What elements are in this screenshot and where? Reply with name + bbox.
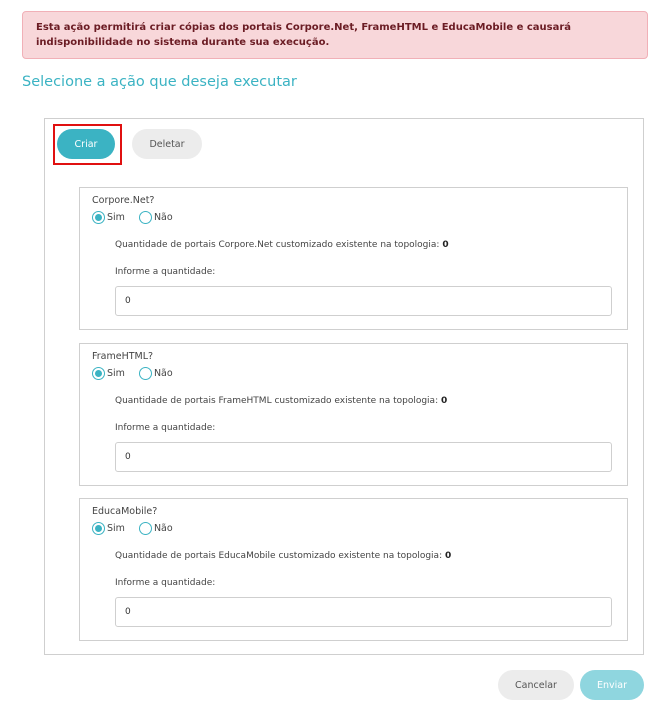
existing-qty-label: Quantidade de portais Corpore.Net customizado existente na topologia:	[115, 240, 440, 250]
page-title: Selecione a ação que deseja executar	[22, 74, 297, 90]
radio-sim-checked-icon[interactable]	[92, 367, 105, 380]
qty-input[interactable]	[115, 286, 612, 316]
alert-text: Esta ação permitirá criar cópias dos portais Corpore.Net, FrameHTML e EducaMobile e causará indisponibilidade no sistema durante sua execução.	[36, 22, 572, 48]
radio-sim-label: Sim	[107, 368, 125, 379]
existing-qty-text	[115, 396, 447, 406]
existing-qty-label: Quantidade de portais FrameHTML customizado existente na topologia:	[115, 396, 439, 406]
radio-sim-label: Sim	[107, 212, 125, 223]
radio-option-nao[interactable]	[139, 522, 173, 535]
existing-qty-value: 0	[444, 551, 452, 561]
criar-button[interactable]: Criar	[57, 129, 115, 159]
radio-nao-unchecked-icon[interactable]	[139, 367, 152, 380]
radio-sim-checked-icon[interactable]	[92, 522, 105, 535]
qty-input-label: Informe a quantidade:	[115, 423, 216, 433]
radio-nao-label: Não	[153, 523, 173, 534]
radio-nao-label: Não	[153, 212, 173, 223]
deletar-button[interactable]: Deletar	[132, 129, 202, 159]
radio-group	[92, 522, 187, 535]
section-educamobile	[79, 498, 628, 641]
qty-input[interactable]	[115, 597, 612, 627]
cancel-button[interactable]: Cancelar	[498, 670, 574, 700]
warning-alert	[22, 11, 648, 59]
qty-input-label: Informe a quantidade:	[115, 267, 216, 277]
radio-sim-checked-icon[interactable]	[92, 211, 105, 224]
section-title: FrameHTML?	[92, 351, 154, 362]
qty-input-label: Informe a quantidade:	[115, 578, 216, 588]
existing-qty-value: 0	[440, 396, 448, 406]
radio-option-nao[interactable]	[139, 367, 173, 380]
radio-nao-unchecked-icon[interactable]	[139, 522, 152, 535]
radio-nao-unchecked-icon[interactable]	[139, 211, 152, 224]
radio-option-sim[interactable]	[92, 211, 125, 224]
submit-button[interactable]: Enviar	[580, 670, 644, 700]
existing-qty-text	[115, 240, 449, 250]
section-title: EducaMobile?	[92, 506, 158, 517]
existing-qty-label: Quantidade de portais EducaMobile customizado existente na topologia:	[115, 551, 443, 561]
radio-nao-label: Não	[153, 368, 173, 379]
section-title: Corpore.Net?	[92, 195, 155, 206]
section-framehtml	[79, 343, 628, 486]
radio-option-sim[interactable]	[92, 367, 125, 380]
existing-qty-value: 0	[442, 240, 449, 250]
radio-option-sim[interactable]	[92, 522, 125, 535]
radio-option-nao[interactable]	[139, 211, 173, 224]
radio-group	[92, 367, 187, 380]
qty-input[interactable]	[115, 442, 612, 472]
radio-sim-label: Sim	[107, 523, 125, 534]
radio-group	[92, 211, 187, 224]
section-corpore-net	[79, 187, 628, 330]
existing-qty-text	[115, 551, 451, 561]
